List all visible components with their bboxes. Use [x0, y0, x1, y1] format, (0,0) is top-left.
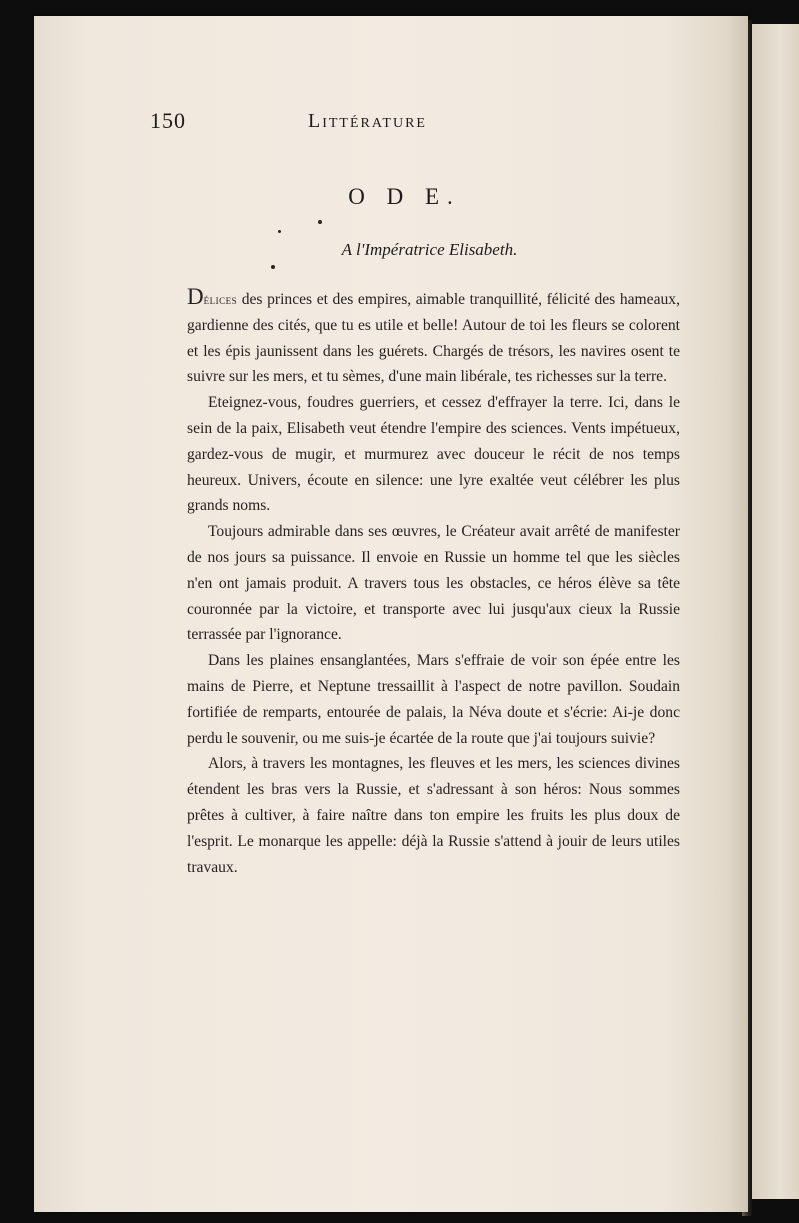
- dedication: A l'Impératrice Elisabeth.: [341, 240, 518, 259]
- poem-title: O D E.: [348, 184, 461, 209]
- paragraph: Dans les plaines ensanglantées, Mars s'effraie de voir son épée entre les mains de Pierre, et Neptune tressaillit à l'aspect de notre pavillon. Soudain fortifiée de remparts, entourée de palais, la Néva doute et s'écrie: Ai-je donc perdu le souvenir, ou me suis-je écartée de la route que j'ai toujours suivie?: [187, 652, 680, 747]
- ink-speck: [278, 230, 281, 233]
- paragraph: Alors, à travers les montagnes, les fleuves et les mers, les sciences divines étendent les bras vers la Russie, et s'adressant à son héros: Nous sommes prêtes à cultiver, à faire naître dans ton empire les fruits les plus doux de l'esprit. Le monarque les appelle: déjà la Russie s'attend à jouir de leurs utiles travaux.: [187, 755, 680, 876]
- running-title: Littérature: [308, 110, 427, 132]
- paragraph-text: des princes et des empires, aimable tranquillité, félicité des hameaux, gardienne des cités, que tu es utile et belle! Autour de toi les fleurs se colorent et les épis jaunissent dans les guérets. Chargés de trésors, les navires osent te suivre sur les mers, et tu sèmes, d'une main libérale, tes richesses sur la terre.: [187, 291, 680, 386]
- paragraph: Eteignez-vous, foudres guerriers, et cessez d'effrayer la terre. Ici, dans le sein de la paix, Elisabeth veut étendre l'empire des sciences. Vents impétueux, gardez-vous de mugir, et murmurez avec douceur le récit de nos temps heureux. Univers, écoute en silence: une lyre exaltée veut célébrer les plus grands noms.: [187, 394, 680, 515]
- ink-speck: [271, 265, 275, 269]
- drop-cap: D: [187, 284, 204, 309]
- ink-speck: [318, 220, 322, 224]
- ode-text: [187, 285, 680, 880]
- paragraph: [187, 285, 680, 390]
- lead-word-smallcaps: élices: [203, 292, 238, 307]
- page-number: 150: [150, 108, 186, 133]
- paragraph: Toujours admirable dans ses œuvres, le Créateur avait arrêté de manifester de nos jours sa puissance. Il envoie en Russie un homme tel que les siècles n'en ont jamais produit. A travers tous les obstacles, ce héros élève sa tête couronnée par la victoire, et transporte avec lui jusqu'aux cieux la Russie terrassée par l'ignorance.: [187, 523, 680, 644]
